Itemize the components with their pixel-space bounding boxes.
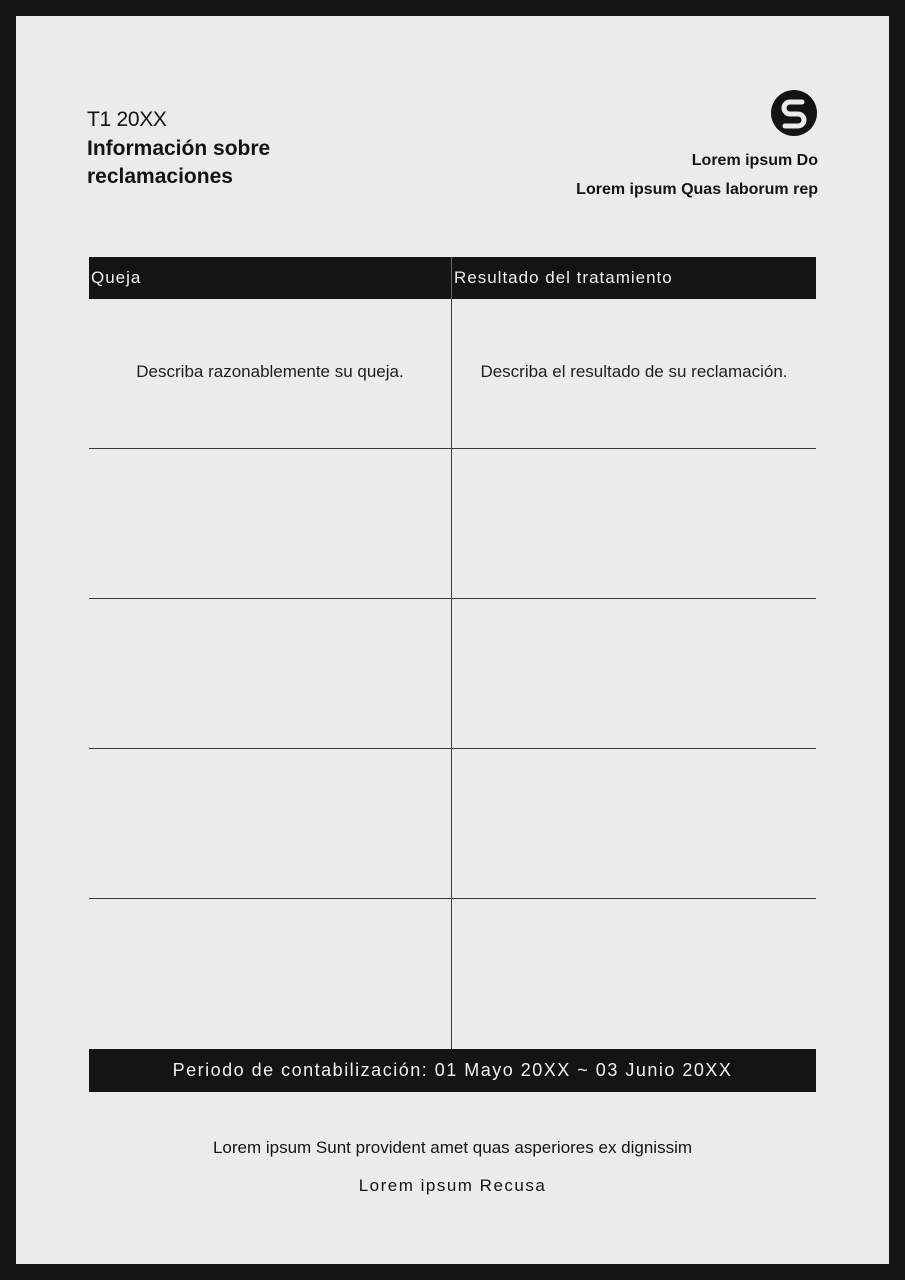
table-row bbox=[89, 449, 816, 599]
complaint-cell[interactable] bbox=[89, 749, 452, 898]
complaint-cell[interactable] bbox=[89, 449, 452, 598]
table-row bbox=[89, 749, 816, 899]
complaint-cell[interactable] bbox=[89, 899, 452, 1049]
complaint-cell[interactable]: Describa razonablemente su queja. bbox=[89, 299, 452, 448]
footer-line-1: Lorem ipsum Sunt provident amet quas asperiores ex dignissim bbox=[212, 1138, 693, 1157]
complaints-table bbox=[89, 257, 816, 1049]
table-row bbox=[89, 599, 816, 749]
footer-line-2: Lorem ipsum Recusa bbox=[358, 1176, 547, 1195]
company-name: Lorem ipsum Do bbox=[691, 152, 818, 169]
result-cell[interactable] bbox=[452, 899, 816, 1049]
table-header bbox=[89, 257, 816, 299]
table-row bbox=[89, 299, 816, 449]
result-cell[interactable] bbox=[452, 449, 816, 598]
result-cell[interactable]: Describa el resultado de su reclamación. bbox=[480, 361, 788, 381]
accounting-period-bar: Periodo de contabilización: 01 Mayo 20XX ~ 03 Junio 20XX bbox=[89, 1049, 816, 1092]
page-title: Información sobre reclamaciones bbox=[87, 137, 271, 188]
result-cell[interactable] bbox=[452, 749, 816, 898]
column-header-complaint: Queja bbox=[89, 257, 452, 299]
company-subtitle: Lorem ipsum Quas laborum rep bbox=[576, 181, 818, 198]
complaint-cell[interactable] bbox=[89, 599, 452, 748]
quarter-label: T1 20XX bbox=[87, 108, 167, 131]
document-page bbox=[16, 16, 889, 1264]
table-row bbox=[89, 899, 816, 1049]
result-cell[interactable] bbox=[452, 599, 816, 748]
s-logo-icon bbox=[770, 89, 818, 137]
column-header-result: Resultado del tratamiento bbox=[454, 268, 673, 287]
